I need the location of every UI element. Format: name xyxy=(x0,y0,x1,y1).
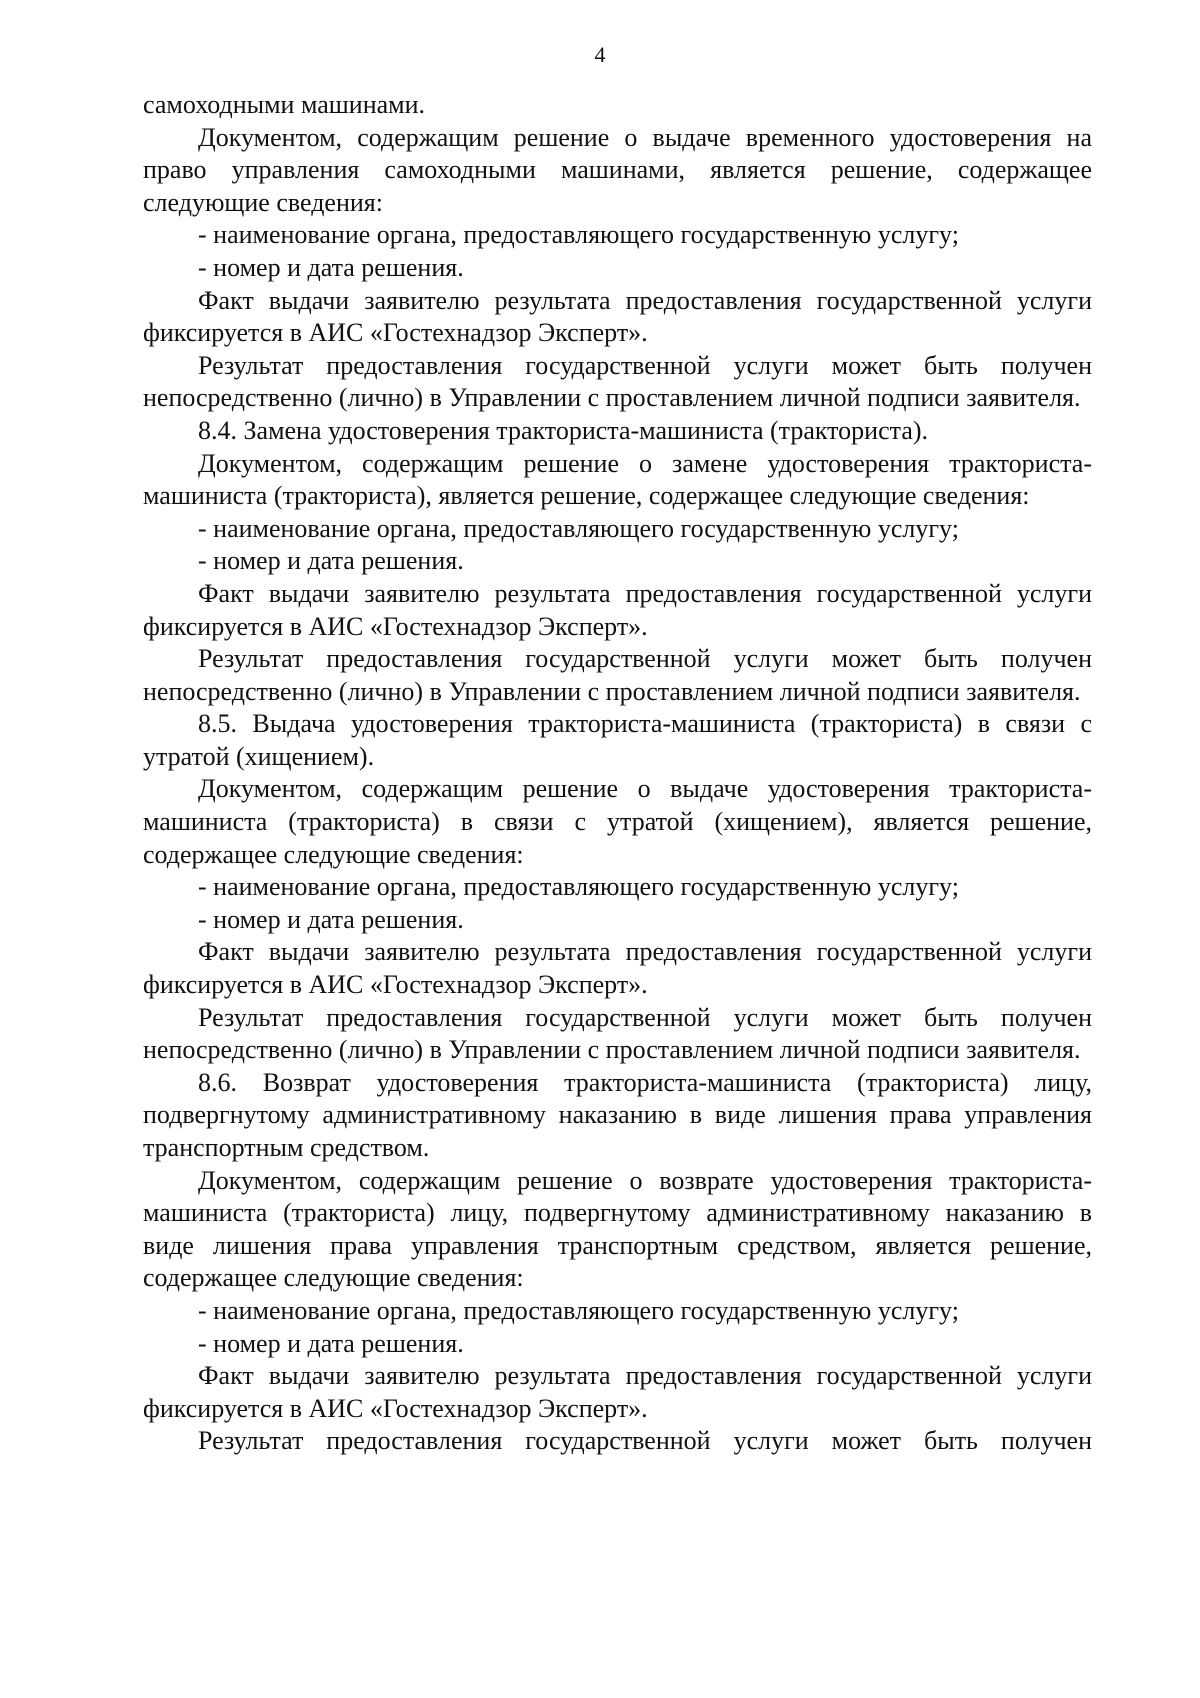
paragraph: - номер и дата решения. xyxy=(198,546,464,576)
paragraph: - наименование органа, предоставляющего государственную услугу; xyxy=(198,220,959,250)
paragraph: 8.4. Замена удостоверения тракториста-машиниста (тракториста). xyxy=(198,415,929,445)
paragraph: Факт выдачи заявителю результата предоставления государственной услуги фиксируется в АИС «Гостехнадзор Эксперт». xyxy=(143,937,1092,1000)
paragraph: - наименование органа, предоставляющего государственную услугу; xyxy=(198,1295,959,1325)
paragraph: - номер и дата решения. xyxy=(198,1328,464,1358)
paragraph: - наименование органа, предоставляющего государственную услугу; xyxy=(198,872,959,902)
document-body xyxy=(143,89,1092,1458)
paragraph: - номер и дата решения. xyxy=(198,904,464,934)
paragraph: Результат предоставления государственной услуги может быть получен непосредственно (лично) в Управлении с проставлением личной подписи заявителя. xyxy=(143,644,1092,706)
paragraph: - наименование органа, предоставляющего государственную услугу; xyxy=(198,513,959,543)
paragraph: Документом, содержащим решение о выдаче временного удостоверения на право управления самоходными машинами, является решение, содержащее следующие сведения: xyxy=(143,122,1092,217)
paragraph: 8.6. Возврат удостоверения тракториста-машиниста (тракториста) лицу, подвергнутому административному наказанию в виде лишения права управления транспортным средством. xyxy=(143,1067,1092,1162)
paragraph: Факт выдачи заявителю результата предоставления государственной услуги фиксируется в АИС «Гостехнадзор Эксперт». xyxy=(143,285,1092,348)
paragraph: Результат предоставления государственной услуги может быть получен xyxy=(198,1426,1092,1456)
paragraph: - номер и дата решения. xyxy=(198,252,464,282)
paragraph: Факт выдачи заявителю результата предоставления государственной услуги фиксируется в АИС «Гостехнадзор Эксперт». xyxy=(143,578,1092,641)
paragraph: самоходными машинами. xyxy=(143,90,426,119)
paragraph: Документом, содержащим решение о возврате удостоверения тракториста-машиниста (тракториста) лицу, подвергнутому административному наказанию в виде лишения права управления транспортным средством, является решение, содержащее следующие сведения: xyxy=(143,1165,1092,1293)
paragraph: Документом, содержащим решение о замене удостоверения тракториста-машиниста (тракториста), является решение, содержащее следующие сведения: xyxy=(143,448,1092,511)
paragraph: Факт выдачи заявителю результата предоставления государственной услуги фиксируется в АИС «Гостехнадзор Эксперт». xyxy=(143,1361,1092,1423)
paragraph: 8.5. Выдача удостоверения тракториста-машиниста (тракториста) в связи с утратой (хищением). xyxy=(143,709,1092,771)
paragraph: Результат предоставления государственной услуги может быть получен непосредственно (лично) в Управлении с проставлением личной подписи заявителя. xyxy=(143,1002,1092,1065)
paragraph: Документом, содержащим решение о выдаче удостоверения тракториста-машиниста (тракториста) в связи с утратой (хищением), является решение, содержащее следующие сведения: xyxy=(143,774,1092,869)
page-number: 4 xyxy=(594,42,606,67)
paragraph: Результат предоставления государственной услуги может быть получен непосредственно (лично) в Управлении с проставлением личной подписи заявителя. xyxy=(143,350,1092,413)
